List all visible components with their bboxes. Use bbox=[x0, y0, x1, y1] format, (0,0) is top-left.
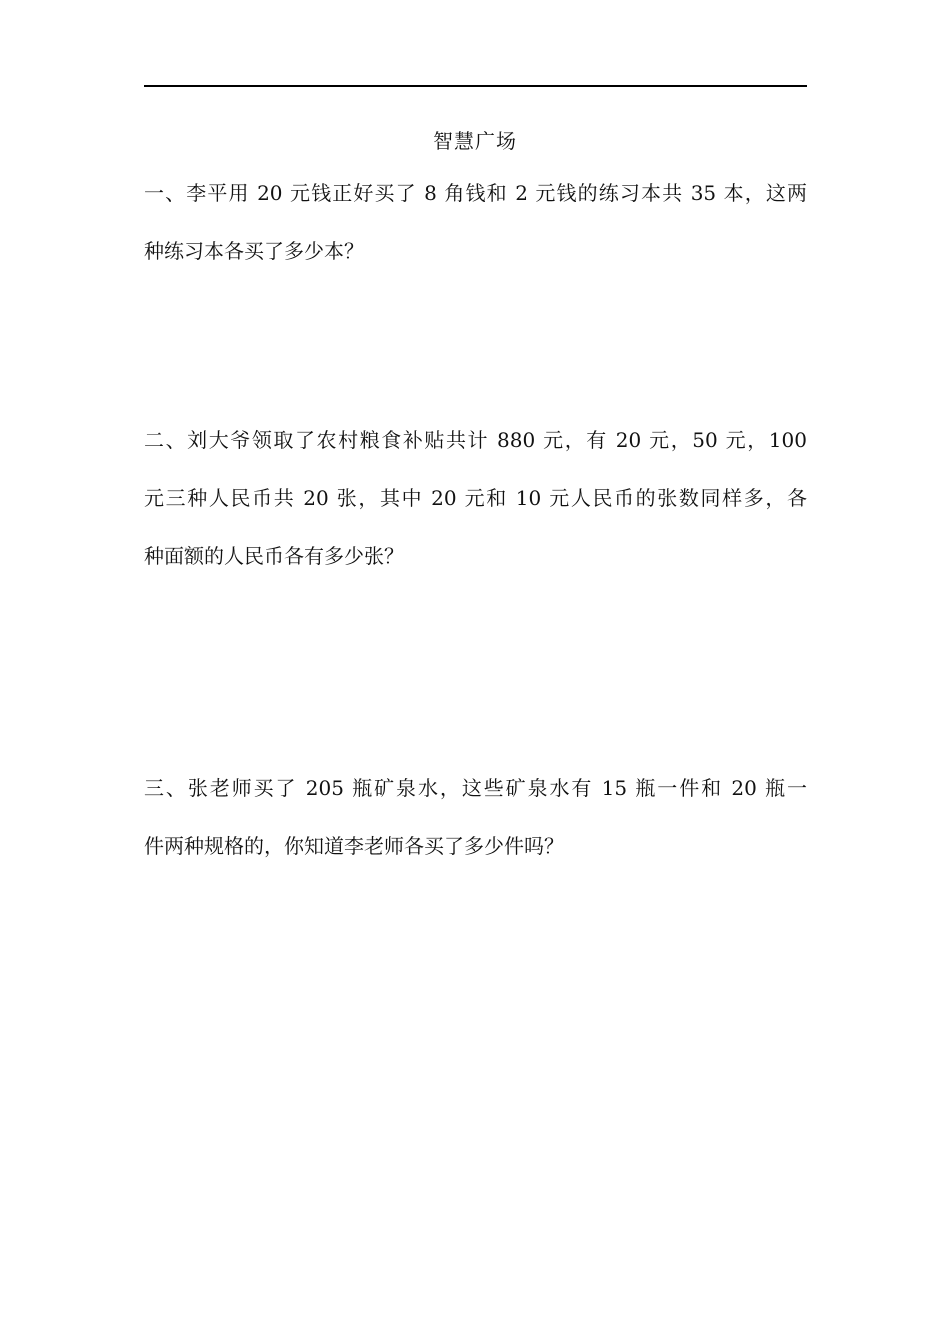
question-2-line-2: 元三种人民币共 20 张，其中 20 元和 10 元人民币的张数同样多，各 bbox=[144, 486, 807, 510]
page-title: 智慧广场 bbox=[433, 129, 517, 153]
question-3 bbox=[144, 771, 807, 863]
question-1-line-1: 一、李平用 20 元钱正好买了 8 角钱和 2 元钱的练习本共 35 本，这两 bbox=[144, 181, 807, 205]
question-3-line-1: 三、张老师买了 205 瓶矿泉水，这些矿泉水有 15 瓶一件和 20 瓶一 bbox=[144, 776, 807, 800]
question-1-line-2: 种练习本各买了多少本？ bbox=[144, 239, 364, 263]
question-2-line-3: 种面额的人民币各有多少张？ bbox=[144, 544, 404, 568]
question-3-line-2: 件两种规格的，你知道李老师各买了多少件吗？ bbox=[144, 834, 564, 858]
question-1 bbox=[144, 176, 807, 268]
question-2-line-1: 二、刘大爷领取了农村粮食补贴共计 880 元，有 20 元，50 元，100 bbox=[144, 428, 807, 452]
question-2 bbox=[144, 423, 807, 573]
header-rule bbox=[144, 85, 807, 87]
